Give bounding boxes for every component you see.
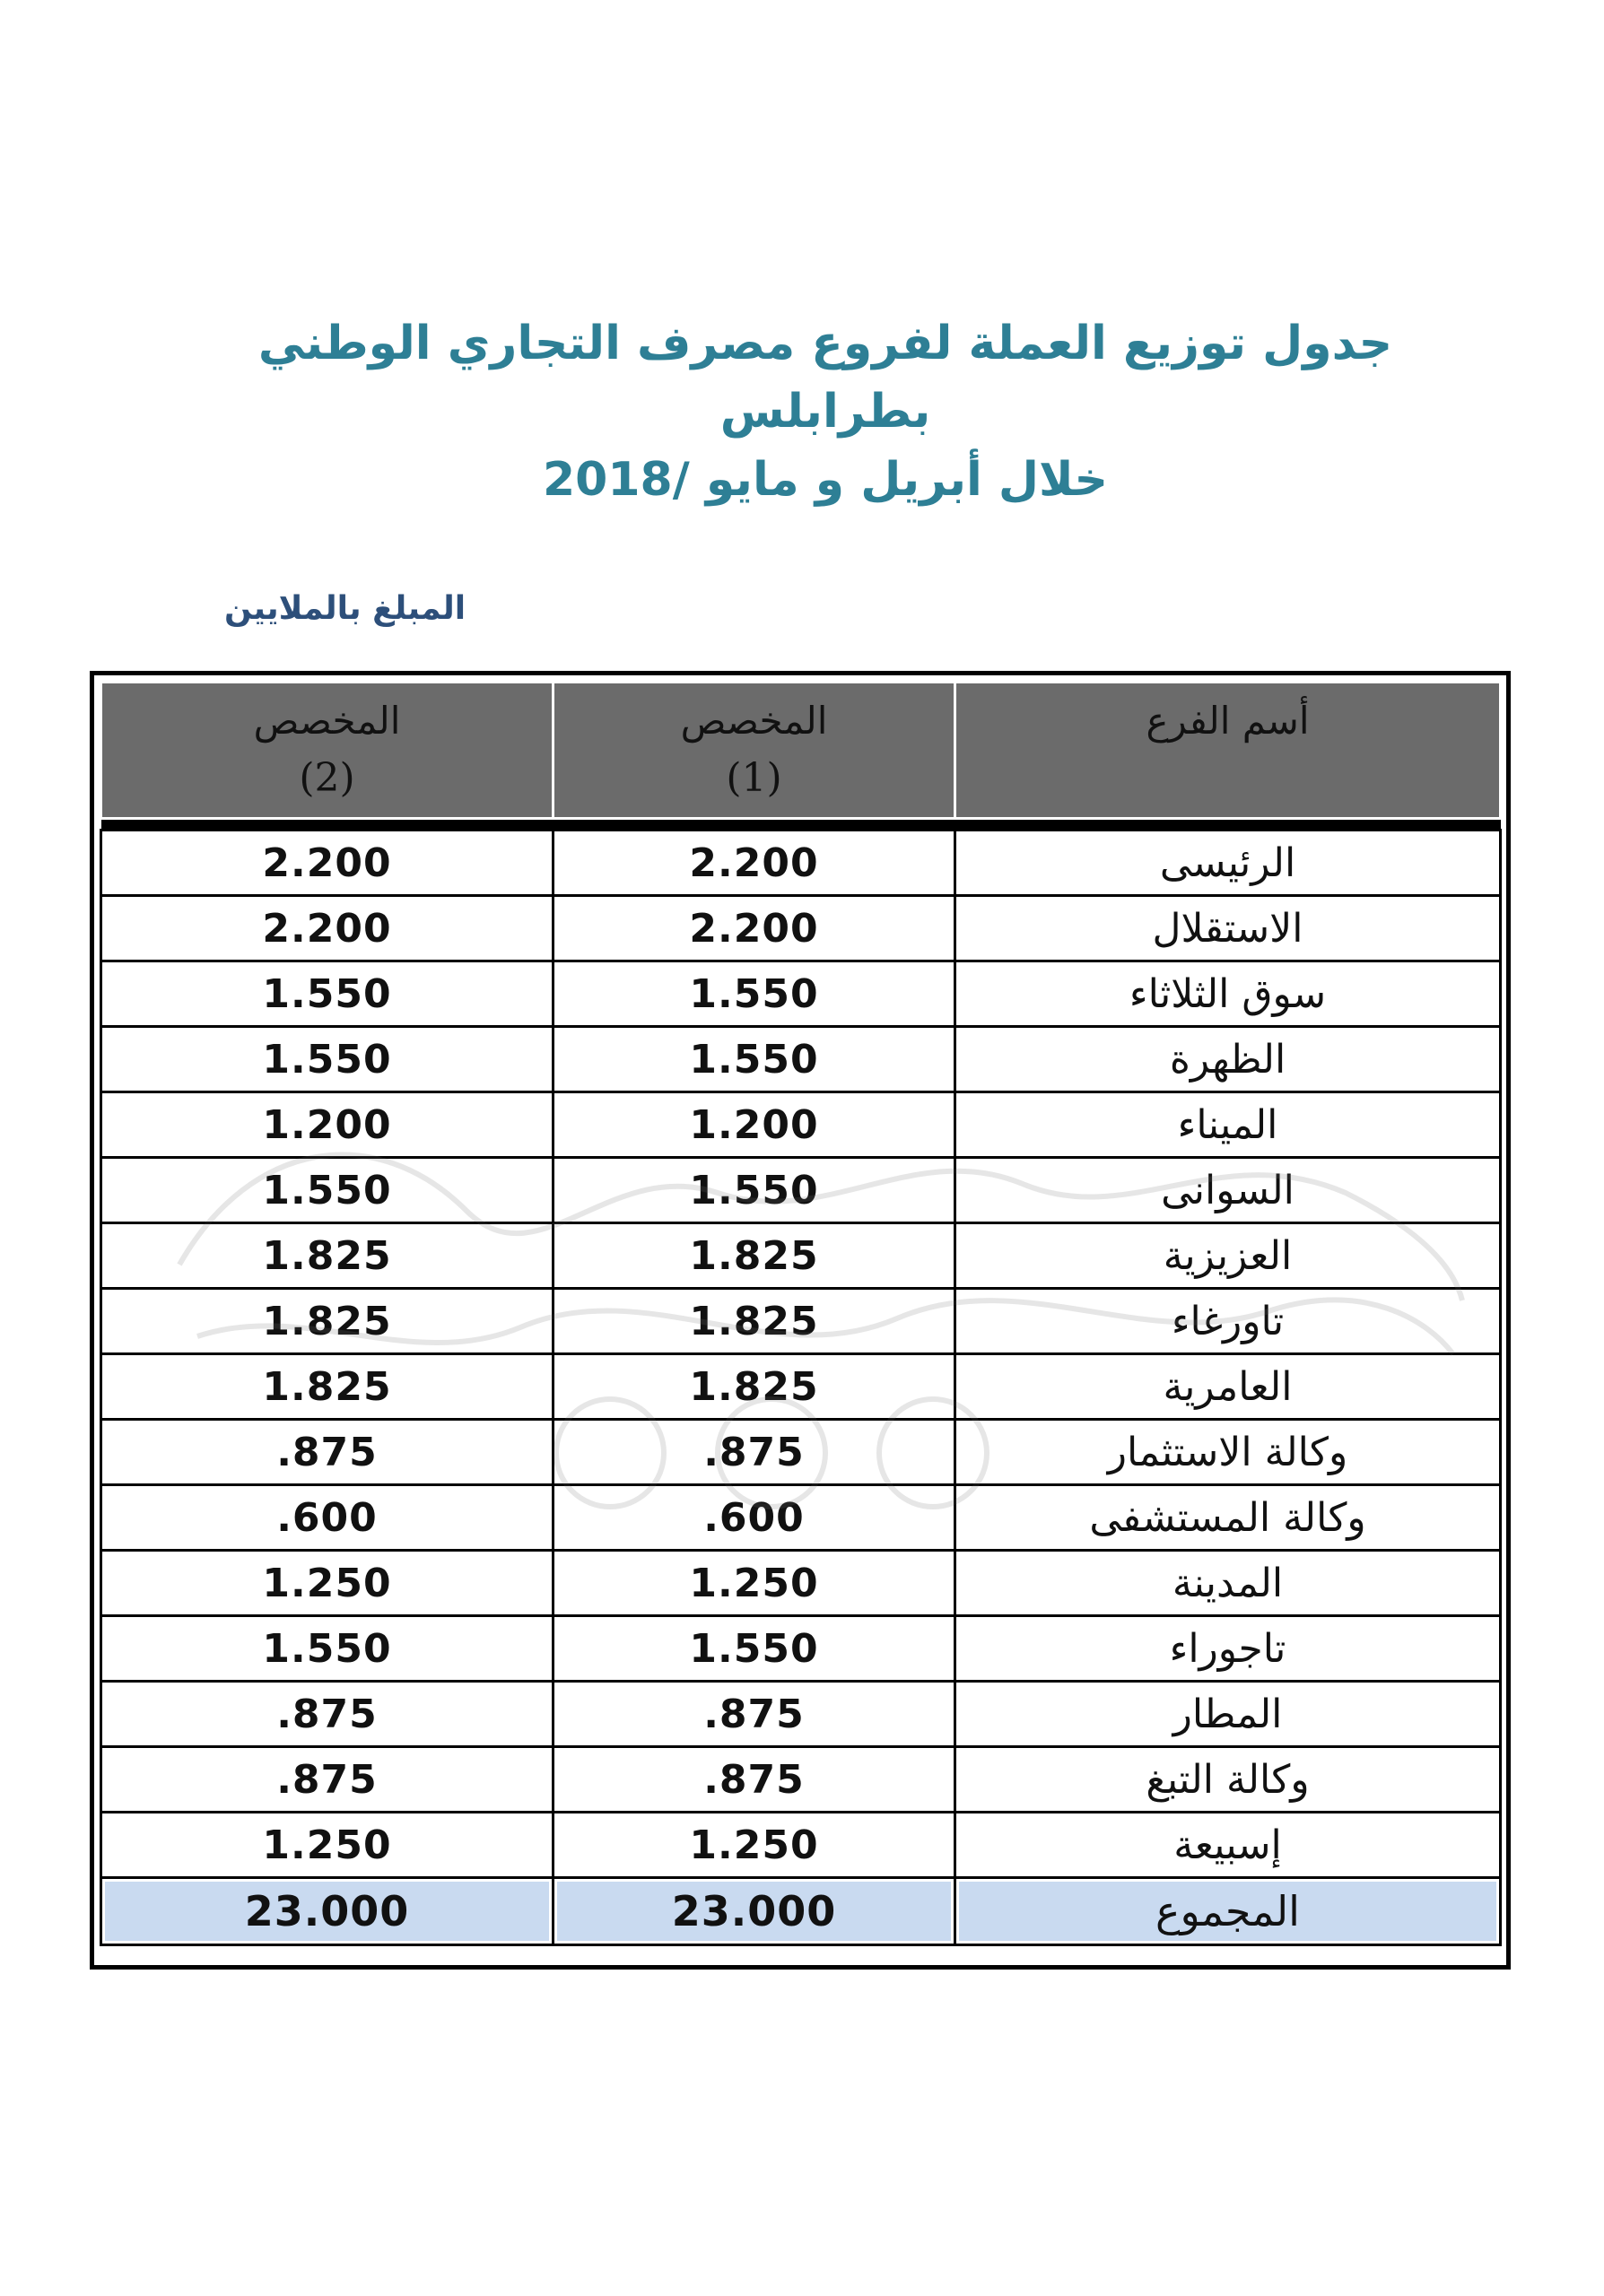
table-row <box>101 831 1501 896</box>
total-label: المجموع <box>955 1878 1501 1945</box>
branch-name: الاستقلال <box>955 896 1501 961</box>
header-allocation-1-label: المخصص <box>680 699 828 743</box>
table-row <box>101 1289 1501 1354</box>
allocation-2-value: .875 <box>101 1420 554 1485</box>
branch-name: السوانى <box>955 1158 1501 1223</box>
header-allocation-1-number: (1) <box>726 755 782 801</box>
table-row <box>101 1682 1501 1747</box>
allocation-2-value: 1.825 <box>101 1354 554 1420</box>
allocation-1-value: 1.250 <box>554 1551 955 1616</box>
branch-name: وكالة الاستثمار <box>955 1420 1501 1485</box>
allocation-1-value: 1.825 <box>554 1223 955 1289</box>
document-title <box>161 309 1489 514</box>
total-row <box>101 1878 1501 1945</box>
header-allocation-1 <box>554 683 955 819</box>
allocation-2-value: 1.250 <box>101 1551 554 1616</box>
table-body <box>101 831 1501 1945</box>
allocation-1-value: 1.550 <box>554 961 955 1027</box>
allocation-1-value: 1.825 <box>554 1354 955 1420</box>
branch-name: إسبيعة <box>955 1813 1501 1878</box>
total-allocation-2: 23.000 <box>101 1878 554 1945</box>
title-line-1: جدول توزيع العملة لفروع مصرف التجاري الوطني <box>257 317 1393 370</box>
header-branch-label: أسم الفرع <box>1146 699 1310 743</box>
table-row <box>101 1223 1501 1289</box>
header-separator <box>101 819 1501 831</box>
table-row <box>101 1551 1501 1616</box>
table-header-row <box>101 683 1501 819</box>
allocation-2-value: 2.200 <box>101 831 554 896</box>
allocation-1-value: .875 <box>554 1682 955 1747</box>
allocation-2-value: .875 <box>101 1682 554 1747</box>
table-row <box>101 1813 1501 1878</box>
table-row <box>101 1747 1501 1813</box>
header-branch <box>955 683 1501 819</box>
branch-name: وكالة التبغ <box>955 1747 1501 1813</box>
table-row <box>101 1158 1501 1223</box>
branch-name: العامرية <box>955 1354 1501 1420</box>
allocation-2-value: 1.550 <box>101 1616 554 1682</box>
table-row <box>101 1485 1501 1551</box>
allocation-1-value: 1.550 <box>554 1158 955 1223</box>
branch-name: تاجوراء <box>955 1616 1501 1682</box>
allocation-2-value: 1.550 <box>101 1158 554 1223</box>
branch-name: سوق الثلاثاء <box>955 961 1501 1027</box>
branch-name: وكالة المستشفى <box>955 1485 1501 1551</box>
allocation-2-value: 1.825 <box>101 1289 554 1354</box>
allocation-1-value: 1.825 <box>554 1289 955 1354</box>
allocation-2-value: .875 <box>101 1747 554 1813</box>
allocation-1-value: .875 <box>554 1420 955 1485</box>
allocation-1-value: .600 <box>554 1485 955 1551</box>
allocation-1-value: 1.550 <box>554 1616 955 1682</box>
table-row <box>101 1616 1501 1682</box>
allocation-table-frame <box>90 671 1511 1970</box>
allocation-2-value: 1.200 <box>101 1092 554 1158</box>
title-line-2: بطرابلس <box>719 385 931 439</box>
allocation-2-value: 2.200 <box>101 896 554 961</box>
allocation-table <box>100 681 1502 1946</box>
allocation-2-value: 1.550 <box>101 961 554 1027</box>
header-allocation-2 <box>101 683 554 819</box>
allocation-1-value: 1.550 <box>554 1027 955 1092</box>
table-row <box>101 1092 1501 1158</box>
allocation-2-value: 1.825 <box>101 1223 554 1289</box>
branch-name: المدينة <box>955 1551 1501 1616</box>
allocation-1-value: 1.250 <box>554 1813 955 1878</box>
unit-note: المبلغ بالملايين <box>224 590 466 627</box>
branch-name: العزيزية <box>955 1223 1501 1289</box>
title-line-3: خلال أبريل و مايو /2018 <box>542 453 1109 507</box>
table-row <box>101 896 1501 961</box>
header-allocation-2-number: (2) <box>299 755 355 801</box>
header-allocation-2-label: المخصص <box>253 699 401 743</box>
branch-name: المطار <box>955 1682 1501 1747</box>
allocation-1-value: 1.200 <box>554 1092 955 1158</box>
allocation-1-value: 2.200 <box>554 831 955 896</box>
allocation-2-value: 1.550 <box>101 1027 554 1092</box>
branch-name: الميناء <box>955 1092 1501 1158</box>
branch-name: الرئيسى <box>955 831 1501 896</box>
allocation-1-value: 2.200 <box>554 896 955 961</box>
table-row <box>101 1420 1501 1485</box>
allocation-1-value: .875 <box>554 1747 955 1813</box>
branch-name: تاورغاء <box>955 1289 1501 1354</box>
table-row <box>101 1354 1501 1420</box>
allocation-2-value: 1.250 <box>101 1813 554 1878</box>
table-row <box>101 961 1501 1027</box>
branch-name: الظهرة <box>955 1027 1501 1092</box>
allocation-2-value: .600 <box>101 1485 554 1551</box>
total-allocation-1: 23.000 <box>554 1878 955 1945</box>
table-row <box>101 1027 1501 1092</box>
